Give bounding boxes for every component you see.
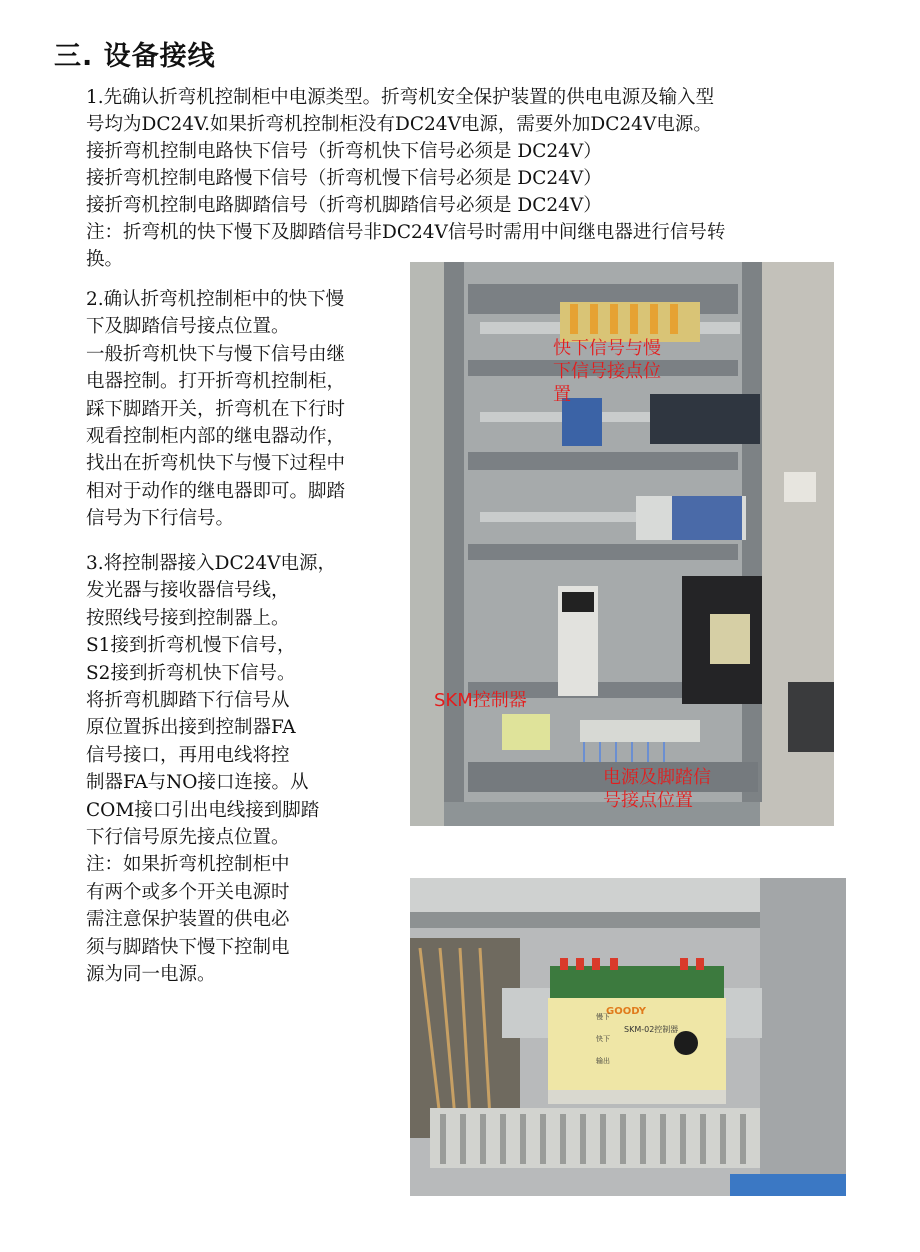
section-heading: 三. 设备接线: [54, 41, 216, 72]
step3-line: 3.将控制器接入DC24V电源，: [86, 553, 337, 574]
intro-line: 接折弯机控制电路脚踏信号（折弯机脚踏信号必须是 DC24V）: [86, 195, 602, 216]
step2-text: [86, 286, 345, 533]
led-label: 慢下: [596, 1013, 610, 1021]
step3-line: 需注意保护装置的供电必: [86, 909, 290, 931]
step2-line: 相对于动作的继电器即可。脚踏: [86, 480, 346, 502]
step2-line: 下及脚踏信号接点位置。: [86, 316, 290, 338]
step2-line: 一般折弯机快下与慢下信号由继: [86, 343, 346, 365]
skm-controller-label: SKM控制器: [434, 690, 527, 711]
label-line: 下信号接点位: [553, 361, 661, 382]
intro-line: 1.先确认折弯机控制柜中电源类型。折弯机安全保护装置的供电电源及输入型: [86, 87, 715, 108]
step2-line: 观看控制柜内部的继电器动作，: [86, 426, 346, 448]
label-line: 号接点位置: [603, 790, 693, 811]
step3-line: 须与脚踏快下慢下控制电: [86, 936, 290, 958]
power-pedal-contact-label: [603, 766, 711, 812]
controller-photo: [410, 878, 846, 1196]
intro-line: 换。: [86, 249, 124, 270]
step3-line: 原位置拆出接到控制器FA: [86, 717, 296, 739]
step2-line: 信号为下行信号。: [86, 508, 235, 530]
step3-line: 发光器与接收器信号线，: [86, 580, 290, 602]
intro-line: 注：折弯机的快下慢下及脚踏信号非DC24V信号时需用中间继电器进行信号转: [86, 222, 726, 243]
step2-line: 踩下脚踏开关，折弯机在下行时: [86, 398, 346, 420]
step3-line: 将折弯机脚踏下行信号从: [86, 690, 290, 712]
step3-line: COM接口引出电线接到脚踏: [86, 799, 320, 821]
led-label: 快下: [596, 1035, 610, 1043]
step3-line: 下行信号原先接点位置。: [86, 827, 290, 849]
step3-line: 按照线号接到控制器上。: [86, 607, 290, 629]
step3-line: S2接到折弯机快下信号。: [86, 662, 296, 684]
step3-line: 源为同一电源。: [86, 964, 216, 986]
intro-line: 接折弯机控制电路慢下信号（折弯机慢下信号必须是 DC24V）: [86, 168, 602, 189]
step2-line: 电器控制。打开折弯机控制柜，: [86, 371, 346, 393]
label-line: 电源及脚踏信: [603, 767, 711, 788]
intro-line: 接折弯机控制电路快下信号（折弯机快下信号必须是 DC24V）: [86, 141, 602, 162]
step3-line: 有两个或多个开关电源时: [86, 881, 290, 903]
step3-line: 信号接口，再用电线将控: [86, 744, 290, 766]
label-line: 快下信号与慢: [553, 338, 661, 359]
step3-line: 注：如果折弯机控制柜中: [86, 854, 290, 876]
label-line: 置: [553, 384, 571, 405]
controller-led-labels: [596, 1006, 610, 1072]
step3-line: S1接到折弯机慢下信号，: [86, 635, 296, 657]
step2-line: 2.确认折弯机控制柜中的快下慢: [86, 289, 345, 310]
fast-slow-contact-label: [553, 337, 661, 406]
step3-line: 制器FA与NO接口连接。从: [86, 772, 309, 794]
controller-model-label: SKM-02控制器: [624, 1025, 679, 1034]
step2-line: 找出在折弯机快下与慢下过程中: [86, 453, 346, 475]
step3-text: [86, 550, 336, 989]
controller-brand-logo: GOODY: [606, 1006, 647, 1017]
intro-line: 号均为DC24V.如果折弯机控制柜没有DC24V电源，需要外加DC24V电源。: [86, 114, 712, 135]
led-label: 输出: [596, 1057, 610, 1065]
cabinet-photo: [410, 262, 834, 826]
